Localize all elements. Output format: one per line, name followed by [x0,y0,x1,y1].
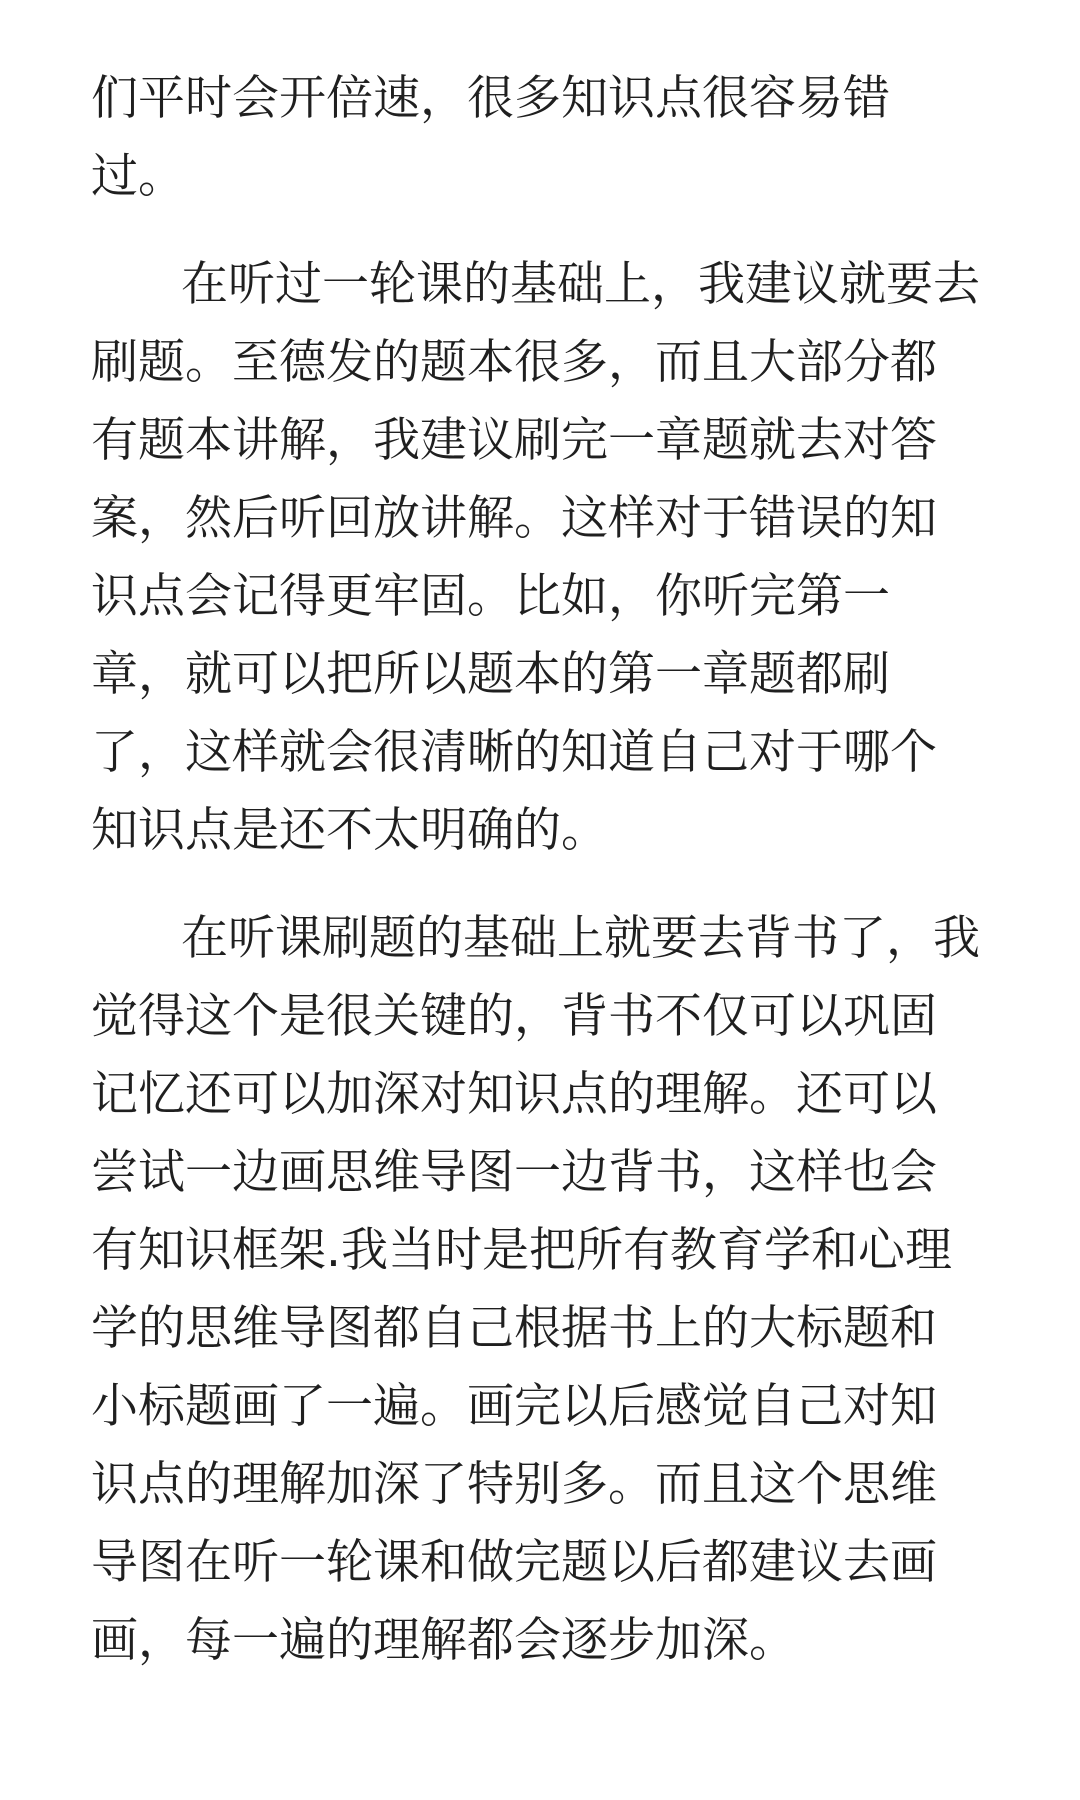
text-line: 有知识框架.我当时是把所有教育学和心理 [91,1223,952,1278]
text-line: 了，这样就会很清晰的知道自己对于哪个 [91,725,937,780]
text-line: 案，然后听回放讲解。这样对于错误的知 [91,491,937,546]
text-line: 识点会记得更牢固。比如，你听完第一 [91,569,890,624]
paragraph-gap [91,870,991,900]
text-line: 学的思维导图都自己根据书上的大标题和 [91,1301,937,1356]
text-line: 有题本讲解，我建议刷完一章题就去对答 [91,413,937,468]
text-line: 过。 [91,149,185,204]
text-line: 画，每一遍的理解都会逐步加深。 [91,1613,796,1668]
text-line: 在听过一轮课的基础上，我建议就要去 [181,257,980,312]
text-line: 识点的理解加深了特别多。而且这个思维 [91,1457,937,1512]
text-line: 导图在听一轮课和做完题以后都建议去画 [91,1535,937,1590]
text-line: 们平时会开倍速，很多知识点很容易错 [91,71,890,126]
text-line: 章，就可以把所以题本的第一章题都刷 [91,647,890,702]
text-line: 在听课刷题的基础上就要去背书了，我 [181,911,980,966]
text-line: 刷题。至德发的题本很多，而且大部分都 [91,335,937,390]
paragraph-2 [91,246,991,870]
text-line: 觉得这个是很关键的，背书不仅可以巩固 [91,989,937,1044]
paragraph-1 [91,60,991,216]
article-body [91,60,991,1680]
paragraph-3 [91,900,991,1680]
paragraph-gap [91,216,991,246]
text-line: 知识点是还不太明确的。 [91,803,608,858]
text-line: 记忆还可以加深对知识点的理解。还可以 [91,1067,937,1122]
text-line: 尝试一边画思维导图一边背书，这样也会 [91,1145,937,1200]
text-line: 小标题画了一遍。画完以后感觉自己对知 [91,1379,937,1434]
